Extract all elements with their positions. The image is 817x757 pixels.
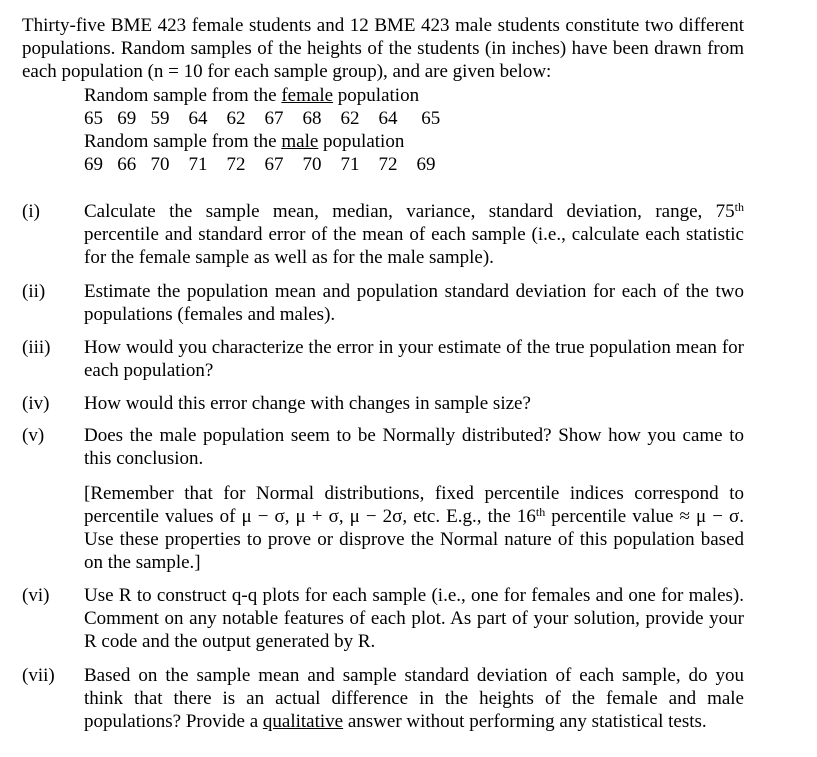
question-iii: [22, 336, 744, 382]
female-value: 64: [378, 108, 398, 129]
female-values: [84, 107, 440, 130]
question-number: (vii): [22, 665, 55, 686]
male-value: 71: [340, 154, 360, 175]
female-value: 64: [188, 108, 208, 129]
normality-note: [Remember that for Normal distributions, fixed percentile indices correspond to percentile values of μ − σ, μ + σ, μ − 2σ, etc. E.g., the 16th percentile value ≈ μ − σ. Use these properties to prove or disprove the Normal nature of this population based on the sample.]: [84, 483, 744, 573]
question-number: (i): [22, 201, 40, 222]
female-value: 69: [117, 108, 137, 129]
male-value: 66: [117, 154, 137, 175]
female-emphasis: female: [281, 85, 334, 106]
question-ii: [22, 280, 744, 326]
female-value: 67: [264, 108, 284, 129]
male-value: 69: [416, 154, 436, 175]
female-sample-heading: Random sample from the female population: [84, 85, 420, 106]
question-number: (v): [22, 425, 45, 446]
male-value: 71: [188, 154, 208, 175]
question-text: Based on the sample mean and sample standard deviation of each sample, do you think that there is an actual difference in the heights of the female and male populations? Provide a qualitative answer without performing any statistical tests.: [84, 665, 744, 732]
female-value: 62: [226, 108, 246, 129]
male-value: 72: [378, 154, 398, 175]
male-value: 69: [84, 154, 103, 175]
intro-paragraph: Thirty-five BME 423 female students and 12 BME 423 male students constitute two different populations. Random samples of the heights of the students (in inches) have been drawn from each population (n = 10 for each sample group), and are given below:: [22, 15, 744, 82]
female-value: 65: [421, 108, 441, 129]
question-number: (vi): [22, 585, 50, 606]
question-number: (iii): [22, 337, 51, 358]
female-value: 62: [340, 108, 360, 129]
female-sample-block: [84, 84, 440, 130]
male-values: [84, 153, 436, 176]
question-text: How would this error change with changes in sample size?: [84, 393, 531, 414]
male-sample-block: [84, 130, 436, 176]
question-text: Calculate the sample mean, median, variance, standard deviation, range, 75th percentile and standard error of the mean of each sample (i.e., calculate each statistic for the female sample as well as for the male sample).: [84, 200, 744, 268]
male-value: 70: [302, 154, 322, 175]
question-text: Does the male population seem to be Normally distributed? Show how you came to this conclusion.: [84, 425, 744, 469]
question-v: [22, 424, 744, 574]
male-sample-heading: Random sample from the male population: [84, 131, 405, 152]
female-value: 68: [302, 108, 322, 129]
male-emphasis: male: [281, 131, 319, 152]
question-text: Use R to construct q-q plots for each sample (i.e., one for females and one for males). Comment on any notable features of each plot. As part of your solution, provide your R code and the output generated by R.: [84, 585, 744, 652]
male-value: 67: [264, 154, 284, 175]
question-i: [22, 200, 744, 269]
question-text: How would you characterize the error in your estimate of the true population mean for each population?: [84, 337, 744, 381]
question-number: (iv): [22, 393, 50, 414]
question-vii: [22, 664, 744, 733]
qualitative-emphasis: qualitative: [262, 711, 344, 732]
female-value: 59: [150, 108, 170, 129]
question-iv: [22, 392, 744, 415]
female-value: 65: [84, 108, 103, 129]
question-text: Estimate the population mean and population standard deviation for each of the two populations (females and males).: [84, 281, 744, 325]
question-number: (ii): [22, 281, 46, 302]
question-vi: [22, 584, 744, 653]
male-value: 72: [226, 154, 246, 175]
male-value: 70: [150, 154, 170, 175]
